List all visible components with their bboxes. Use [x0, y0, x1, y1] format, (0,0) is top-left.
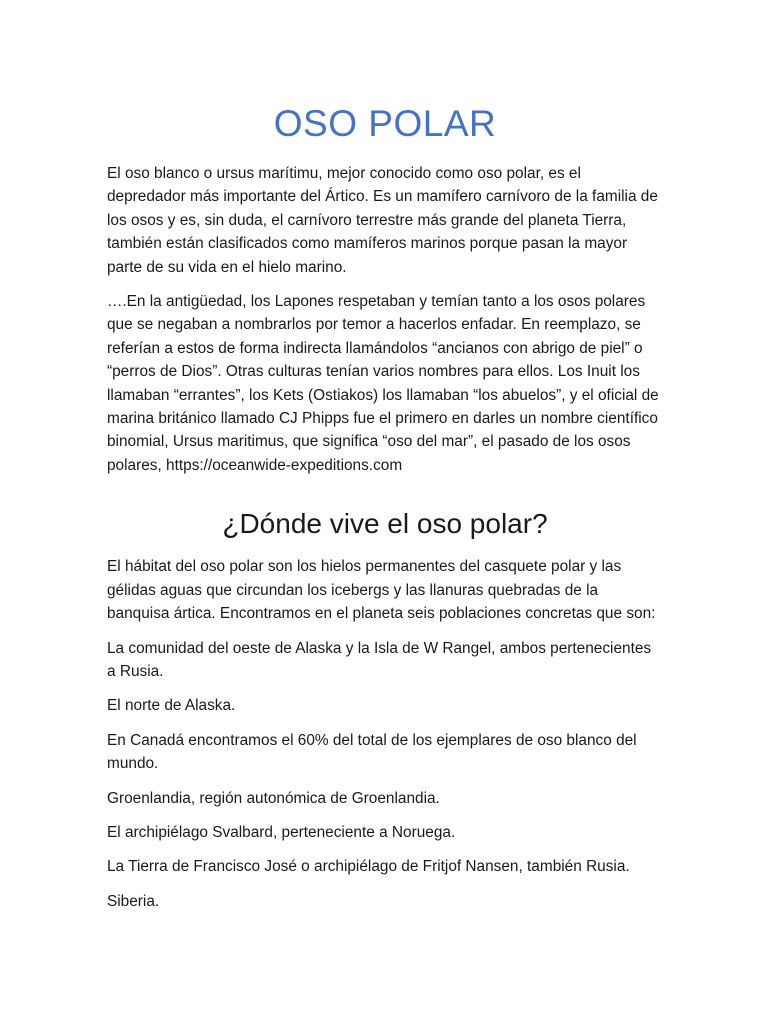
- history-paragraph: ….En la antigüedad, los Lapones respetaban y temían tanto a los osos polares que se negaban a nombrarlos por temor a hacerlos enfadar. En reemplazo, se referían a estos de forma indirecta llamándolos “ancianos con abrigo de piel” o “perros de Dios”. Otras culturas tenían varios nombres para ellos. Los Inuit los llamaban “errantes”, los Kets (Ostiakos) los llamaban “los abuelos”, y el oficial de marina británico llamado CJ Phipps fue el primero en darles un nombre científico binomial, Ursus maritimus, que significa “oso del mar”, el pasado de los osos polares, https://oceanwide-expeditions.com: [107, 293, 659, 474]
- section-heading: ¿Dónde vive el oso polar?: [222, 508, 548, 540]
- intro-paragraph: El oso blanco o ursus marítimu, mejor conocido como oso polar, es el depredador más importante del Ártico. Es un mamífero carnívoro de la familia de los osos y es, sin duda, el carnívoro terrestre más grande del planeta Tierra, también están clasificados como mamíferos marinos porque pasan la mayor parte de su vida en el hielo marino.: [107, 165, 658, 276]
- page-title: OSO POLAR: [273, 103, 497, 144]
- habitat-paragraph: El hábitat del oso polar son los hielos permanentes del casquete polar y las gélidas aguas que circundan los icebergs y las llanuras quebradas de la banquisa ártica. Encontramos en el planeta seis poblaciones concretas que son:: [107, 558, 656, 623]
- document-page: [107, 0, 663, 913]
- population-item: El archipiélago Svalbard, perteneciente a Noruega.: [107, 823, 456, 841]
- population-item: La comunidad del oeste de Alaska y la Isla de W Rangel, ambos pertenecientes a Rusia.: [107, 639, 652, 680]
- population-item: Groenlandia, región autonómica de Groenlandia.: [107, 789, 440, 807]
- population-item: El norte de Alaska.: [107, 697, 236, 715]
- population-item: En Canadá encontramos el 60% del total de los ejemplares de oso blanco del mundo.: [107, 731, 637, 773]
- population-item: Siberia.: [107, 892, 160, 910]
- population-item: La Tierra de Francisco José o archipiélago de Fritjof Nansen, también Rusia.: [107, 858, 630, 876]
